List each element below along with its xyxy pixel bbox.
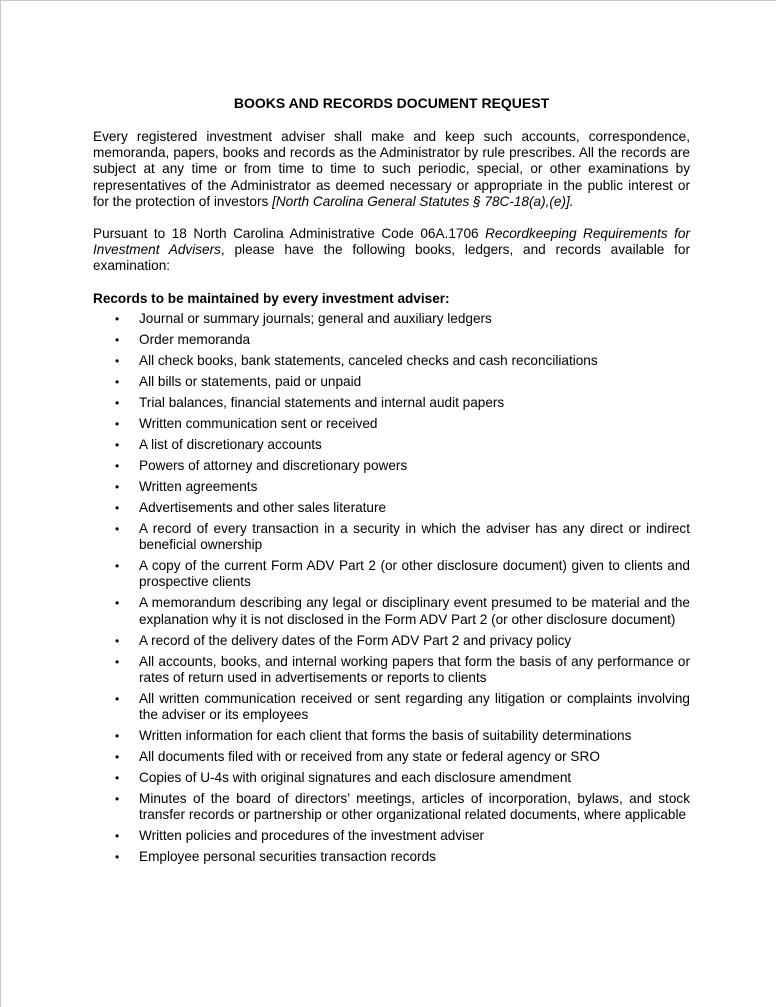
intro-text: Every registered investment adviser shall make and keep such accounts, correspondence, memoranda, papers, books and records as the Administrator by rule prescribes. All the records are subject at any time or from time to time to such periodic, special, or other examinations by representatives of the Administrator as deemed necessary or appropriate in the public interest or for the protection of investors [93, 129, 690, 209]
list-item: • Written agreements [115, 479, 258, 494]
list-item: • All documents filed with or received from any state or federal agency or SRO [115, 749, 600, 765]
bullet-icon: • [115, 654, 120, 669]
bullet-icon: • [115, 501, 120, 515]
list-item: • Advertisements and other sales literature [115, 500, 387, 515]
bullet-icon: • [115, 850, 120, 865]
list-item: • Written information for each client that forms the basis of suitability determinations [115, 728, 632, 744]
list-item: • All check books, bank statements, canceled checks and cash reconciliations [115, 353, 598, 368]
document-title: BOOKS AND RECORDS DOCUMENT REQUEST [233, 95, 550, 111]
intro-end: . [569, 193, 574, 209]
bullet-icon: • [115, 354, 120, 368]
bullet-icon: • [115, 375, 120, 389]
bullet-icon: • [115, 691, 120, 706]
list-item: • All written communication received or sent regarding any litigation or complaints involving the adviser or its employees [115, 690, 690, 723]
bullet-icon: • [115, 417, 120, 431]
list-item: • Written policies and procedures of the investment adviser [115, 828, 485, 844]
list-item: • Employee personal securities transaction records [115, 849, 436, 865]
list-item: • Journal or summary journals; general and auxiliary ledgers [115, 311, 492, 326]
list-item: • All accounts, books, and internal working papers that form the basis of any performance or rates of return used in advertisements or reports to clients [115, 653, 690, 685]
bullet-icon: • [115, 396, 120, 410]
bullet-icon: • [115, 559, 120, 574]
list-item: • A list of discretionary accounts [115, 437, 322, 452]
list-item: • Order memoranda [115, 332, 251, 347]
bullet-icon: • [115, 333, 120, 347]
pursuant-text-before: Pursuant to 18 North Carolina Administrative Code 06A.1706 [93, 226, 486, 241]
list-item: • Trial balances, financial statements and internal audit papers [115, 395, 505, 410]
bullet-icon: • [115, 438, 120, 452]
list-item: • Minutes of the board of directors’ meetings, articles of incorporation, bylaws, and stock transfer records or partnership or other organizational related documents, where applicable [115, 791, 690, 823]
list-item: • All bills or statements, paid or unpaid [115, 374, 362, 389]
bullet-icon: • [115, 522, 120, 536]
list-item: • Copies of U-4s with original signatures and each disclosure amendment [115, 770, 572, 786]
bullet-icon: • [115, 459, 120, 473]
pursuant-text-after: , please have the following books, ledgers, and records available for examination: [93, 242, 690, 274]
bullet-icon: • [115, 771, 120, 786]
statute-citation: [North Carolina General Statutes § 78C-18(a),(e)] [272, 193, 570, 209]
section-heading: Records to be maintained by every investment adviser: [93, 291, 450, 306]
bullet-icon: • [115, 729, 120, 744]
bullet-icon: • [115, 792, 120, 807]
bullet-icon: • [115, 829, 120, 844]
list-item: • A memorandum describing any legal or disciplinary event presumed to be material and the explanation why it is not disclosed in the Form ADV Part 2 (or other disclosure document) [115, 595, 690, 627]
intro-paragraph [93, 129, 690, 210]
bullet-icon: • [115, 596, 120, 611]
bullet-icon: • [115, 750, 120, 765]
list-item: • A record of the delivery dates of the Form ADV Part 2 and privacy policy [115, 632, 572, 648]
list-item: • Written communication sent or received [115, 416, 378, 431]
records-list [93, 311, 690, 870]
bullet-icon: • [115, 633, 120, 648]
bullet-icon: • [115, 312, 120, 326]
regulation-title: Recordkeeping Requirements for Investment Advisers [93, 226, 691, 258]
list-item: • A copy of the current Form ADV Part 2 (or other disclosure document) given to clients and prospective clients [115, 558, 690, 590]
list-item: • A record of every transaction in a security in which the adviser has any direct or indirect beneficial ownership [115, 521, 690, 553]
bullet-icon: • [115, 480, 120, 494]
pursuant-paragraph [93, 226, 690, 275]
list-item: • Powers of attorney and discretionary powers [115, 458, 408, 473]
